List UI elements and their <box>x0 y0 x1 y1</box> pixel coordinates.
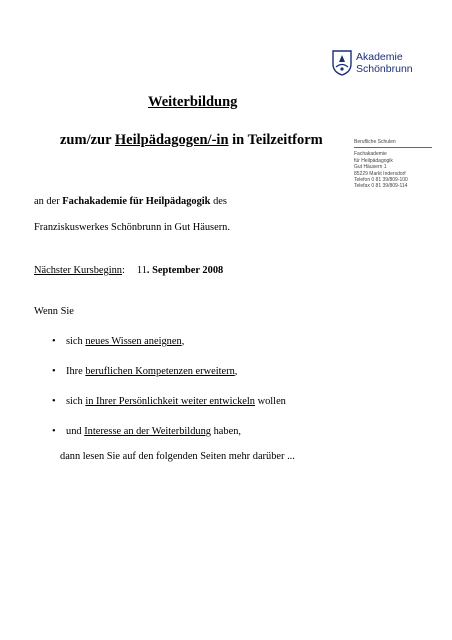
course-start <box>34 265 223 276</box>
sidebar-line: Gut Häusern 1 <box>354 164 387 171</box>
akademie-logo <box>332 50 432 80</box>
course-date: . September 2008 <box>146 265 224 276</box>
item-pre: und <box>66 426 85 437</box>
course-colon: : <box>122 265 125 276</box>
item-pre: Ihre <box>66 366 86 377</box>
item-pre: sich <box>66 336 86 347</box>
subtitle-prefix: zum/zur <box>60 132 115 148</box>
intro-prefix: an der <box>34 196 63 207</box>
sidebar-line: Fachakademie <box>354 151 387 158</box>
phone-number: 0 81 39/809-100 <box>371 177 408 184</box>
item-post: , <box>181 336 185 347</box>
phone-label: Telefon <box>354 177 371 184</box>
intro-suffix: des <box>210 196 227 207</box>
item-pre: sich <box>66 396 86 407</box>
sidebar-header: Berufliche Schulen <box>354 139 432 148</box>
item-underlined: beruflichen Kompetenzen erweitern <box>85 366 235 377</box>
logo-text-line1: Akademie <box>356 51 403 63</box>
item-underlined: in Ihrer Persönlichkeit weiter entwickeln <box>85 396 255 407</box>
subtitle-suffix: in Teilzeitform <box>228 132 323 148</box>
item-underlined: neues Wissen aneignen <box>85 336 182 347</box>
list-item <box>66 336 184 347</box>
list-item <box>66 396 286 407</box>
bullet-symbol: • <box>52 396 56 407</box>
subtitle-underlined: Heilpädagogen/-in <box>114 132 229 148</box>
bullet-symbol: • <box>52 336 56 347</box>
course-label: Nächster Kursbeginn <box>34 265 123 276</box>
item-post: haben, <box>210 426 241 437</box>
closing-line: dann lesen Sie auf den folgenden Seiten mehr darüber ... <box>60 451 295 462</box>
item-post: wollen <box>255 396 286 407</box>
list-item <box>66 366 237 377</box>
bullet-symbol: • <box>52 366 56 377</box>
course-day: 11 <box>136 265 147 276</box>
intro-line-2: Franziskuswerkes Schönbrunn in Gut Häusern. <box>34 222 230 233</box>
item-post: , <box>234 366 238 377</box>
sidebar-line: 85229 Markt Indersdorf <box>354 170 406 177</box>
sidebar-line: für Heilpädagogik <box>354 157 393 164</box>
address-sidebar <box>354 139 432 190</box>
seal-icon <box>332 50 352 76</box>
intro-bold: Fachakademie für Heilpädagogik <box>62 196 211 207</box>
intro-line-1 <box>34 196 227 207</box>
item-underlined: Interesse an der Weiterbildung <box>84 426 211 437</box>
sidebar-fax <box>354 183 432 189</box>
bullet-symbol: • <box>52 426 56 437</box>
page-subtitle <box>60 132 323 149</box>
fax-label: Telefax <box>354 183 370 190</box>
page-title: Weiterbildung <box>148 94 238 110</box>
wenn-sie: Wenn Sie <box>34 306 74 317</box>
logo-text-line2: Schönbrunn <box>356 63 413 75</box>
fax-number: 0 81 39/809-114 <box>371 183 408 190</box>
list-item <box>66 426 241 437</box>
